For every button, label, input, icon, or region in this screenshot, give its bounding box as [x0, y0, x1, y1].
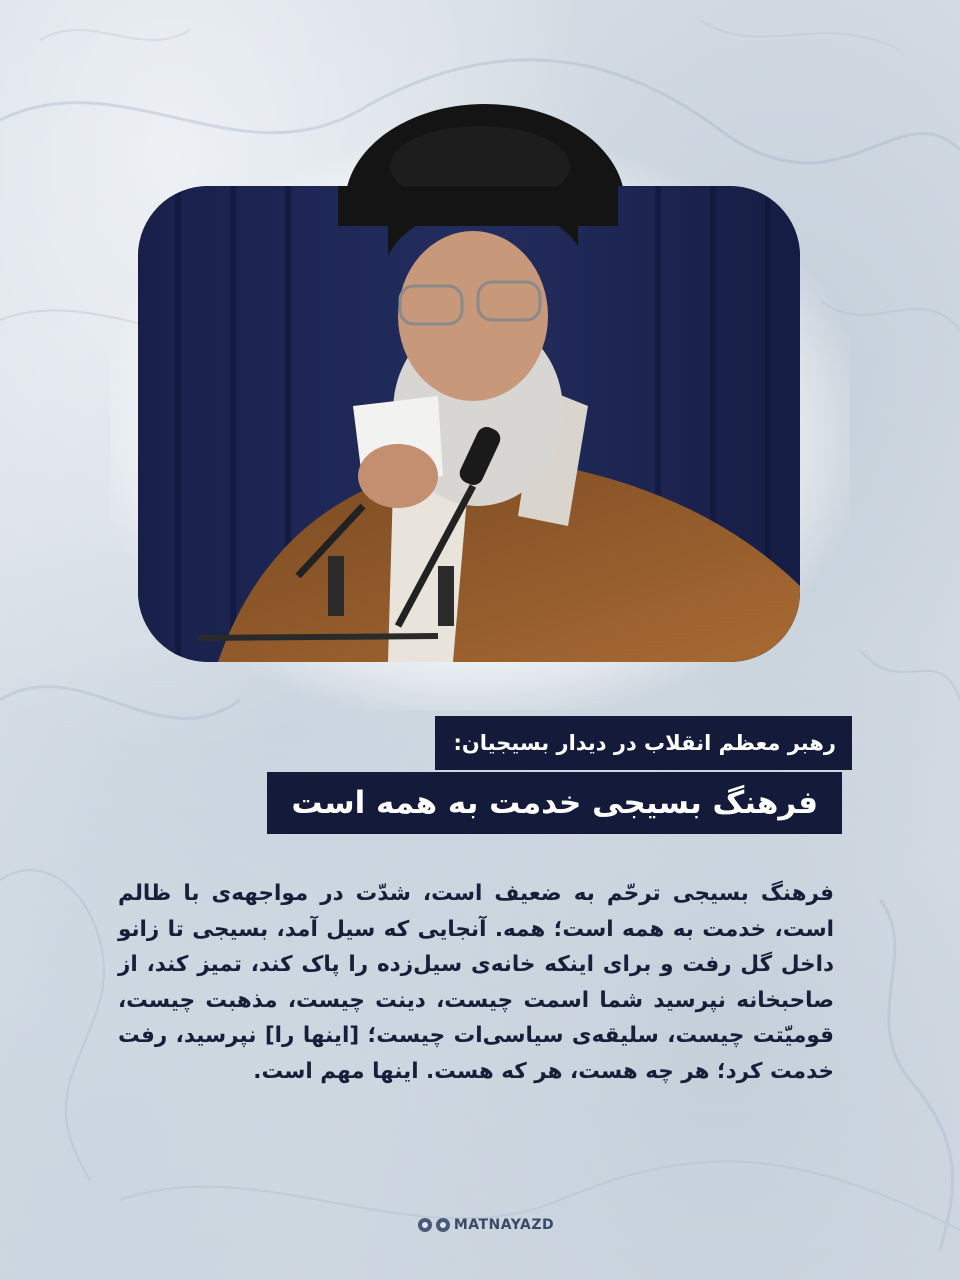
headline-text: فرهنگ بسیجی خدمت به همه است — [291, 785, 818, 821]
portrait-headwear-extension — [330, 96, 630, 196]
headline-banner — [267, 772, 842, 834]
portrait-photo — [138, 186, 800, 662]
quote-body: فرهنگ بسیجی ترحّم به ضعیف است، شدّت در مواجهه‌ی با ظالم است، خدمت به همه است؛ همه. آنجایی که سیل آمد، بسیجی تا زانو داخل گل رفت و برای اینکه خانه‌ی سیل‌زده را پاک کند، تمیز کند، از صاحبخانه نپرسید شما اسمت چیست، دینت چیست، مذهبت چیست، قومیّتت چیست، سلیقه‌ی سیاسی‌ات چیست؛ [اینها را] نپرسید، رفت خدمت کرد؛ هر چه هست، هر که هست. اینها مهم است. — [118, 881, 834, 1084]
footer-watermark — [402, 1212, 570, 1238]
speaker-subtitle — [435, 716, 852, 770]
instagram-icon — [418, 1218, 432, 1232]
subtitle-text: رهبر معظم انقلاب در دیدار بسیجیان: — [453, 731, 836, 755]
footer-handle: MATNAYAZD — [453, 1217, 555, 1233]
telegram-icon — [436, 1218, 450, 1232]
